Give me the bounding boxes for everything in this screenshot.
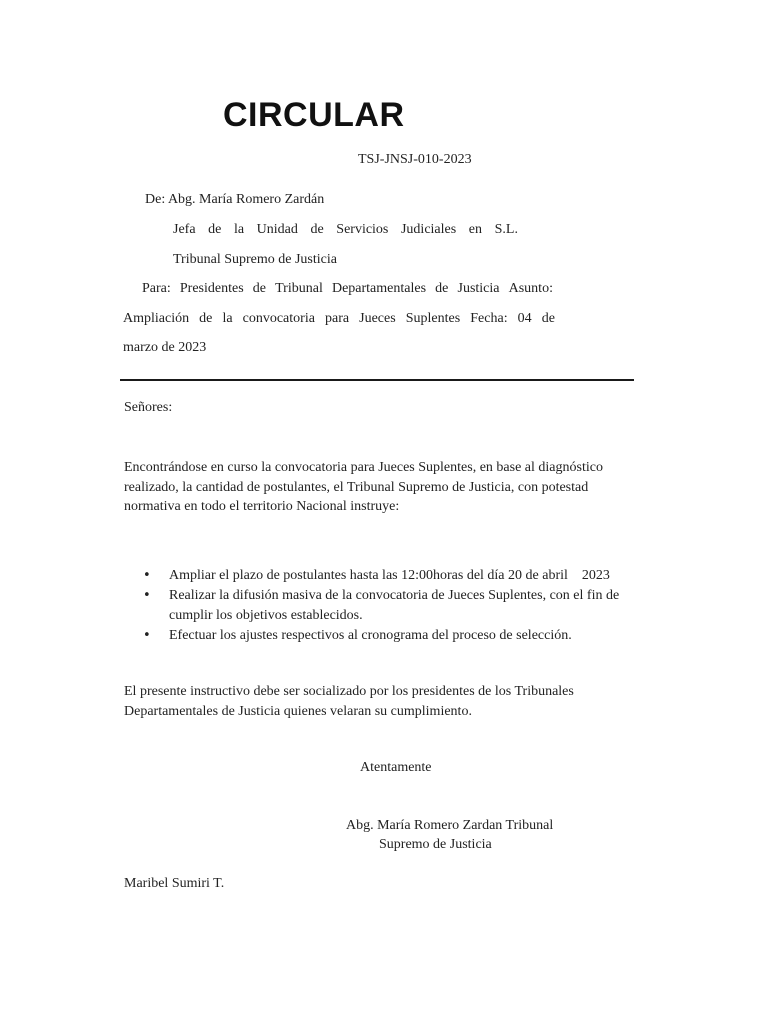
word: de [199, 311, 213, 326]
closing-paragraph: El presente instructivo debe ser socializado por los presidentes de los Tribunales Departamentales de Justicia quienes velaran su cumplimiento. [124, 684, 574, 719]
word: convocatoria [242, 311, 315, 326]
instruction-list [140, 566, 660, 646]
list-item [140, 626, 660, 646]
instruction-suffix: 2023 [581, 568, 610, 583]
word: Justicia [457, 281, 500, 296]
from-line: De: Abg. María Romero Zardán [145, 192, 325, 207]
word: la [233, 222, 245, 237]
circular-reference-number: TSJ-JNSJ-010-2023 [358, 152, 472, 167]
date-line: marzo de 2023 [123, 340, 207, 355]
word: en [468, 222, 483, 237]
word: Judiciales [400, 222, 457, 237]
word: Para: [142, 281, 171, 296]
word: Asunto: [508, 281, 553, 296]
signoff: Atentamente [360, 760, 432, 775]
word: Fecha: [470, 311, 508, 326]
subject-line [123, 311, 555, 327]
signature-line-1: Abg. María Romero Zardan Tribunal [346, 818, 554, 833]
typist-initials: Maribel Sumiri T. [124, 876, 225, 891]
word: de [435, 281, 449, 296]
word: 04 [517, 311, 532, 326]
word: para [324, 311, 350, 326]
word: S.L. [494, 222, 518, 237]
word: Jueces [359, 311, 396, 326]
word: Presidentes [179, 281, 244, 296]
word: de [541, 311, 555, 326]
signature-line-2: Supremo de Justicia [379, 837, 492, 852]
word: Suplentes [405, 311, 461, 326]
salutation: Señores: [124, 400, 173, 415]
word: Ampliación [123, 311, 190, 326]
header-divider [120, 379, 634, 381]
word: Tribunal [275, 281, 323, 296]
word: Servicios [336, 222, 389, 237]
to-line [142, 281, 553, 297]
list-item [140, 586, 660, 626]
instruction-text: Ampliar el plazo de postulantes hasta las 12:00horas del día 20 de abril [169, 568, 568, 583]
word: de [310, 222, 324, 237]
from-position-line [173, 222, 518, 238]
word: Departamentales [331, 281, 427, 296]
document-title: CIRCULAR [223, 96, 405, 134]
word: Jefa [173, 222, 196, 237]
word: Unidad [256, 222, 298, 237]
word: de [252, 281, 266, 296]
from-institution: Tribunal Supremo de Justicia [173, 252, 337, 267]
instruction-text: Efectuar los ajustes respectivos al cronograma del proceso de selección. [169, 628, 572, 643]
word: la [222, 311, 233, 326]
list-item [140, 566, 660, 586]
word: de [208, 222, 222, 237]
intro-paragraph: Encontrándose en curso la convocatoria para Jueces Suplentes, en base al diagnóstico realizado, la cantidad de postulantes, el Tribunal Supremo de Justicia, con potestad normativa en todo el territorio Nacional instruye: [124, 460, 603, 514]
instruction-text: Realizar la difusión masiva de la convocatoria de Jueces Suplentes, con el fin de cumplir los objetivos establecidos. [169, 588, 620, 623]
